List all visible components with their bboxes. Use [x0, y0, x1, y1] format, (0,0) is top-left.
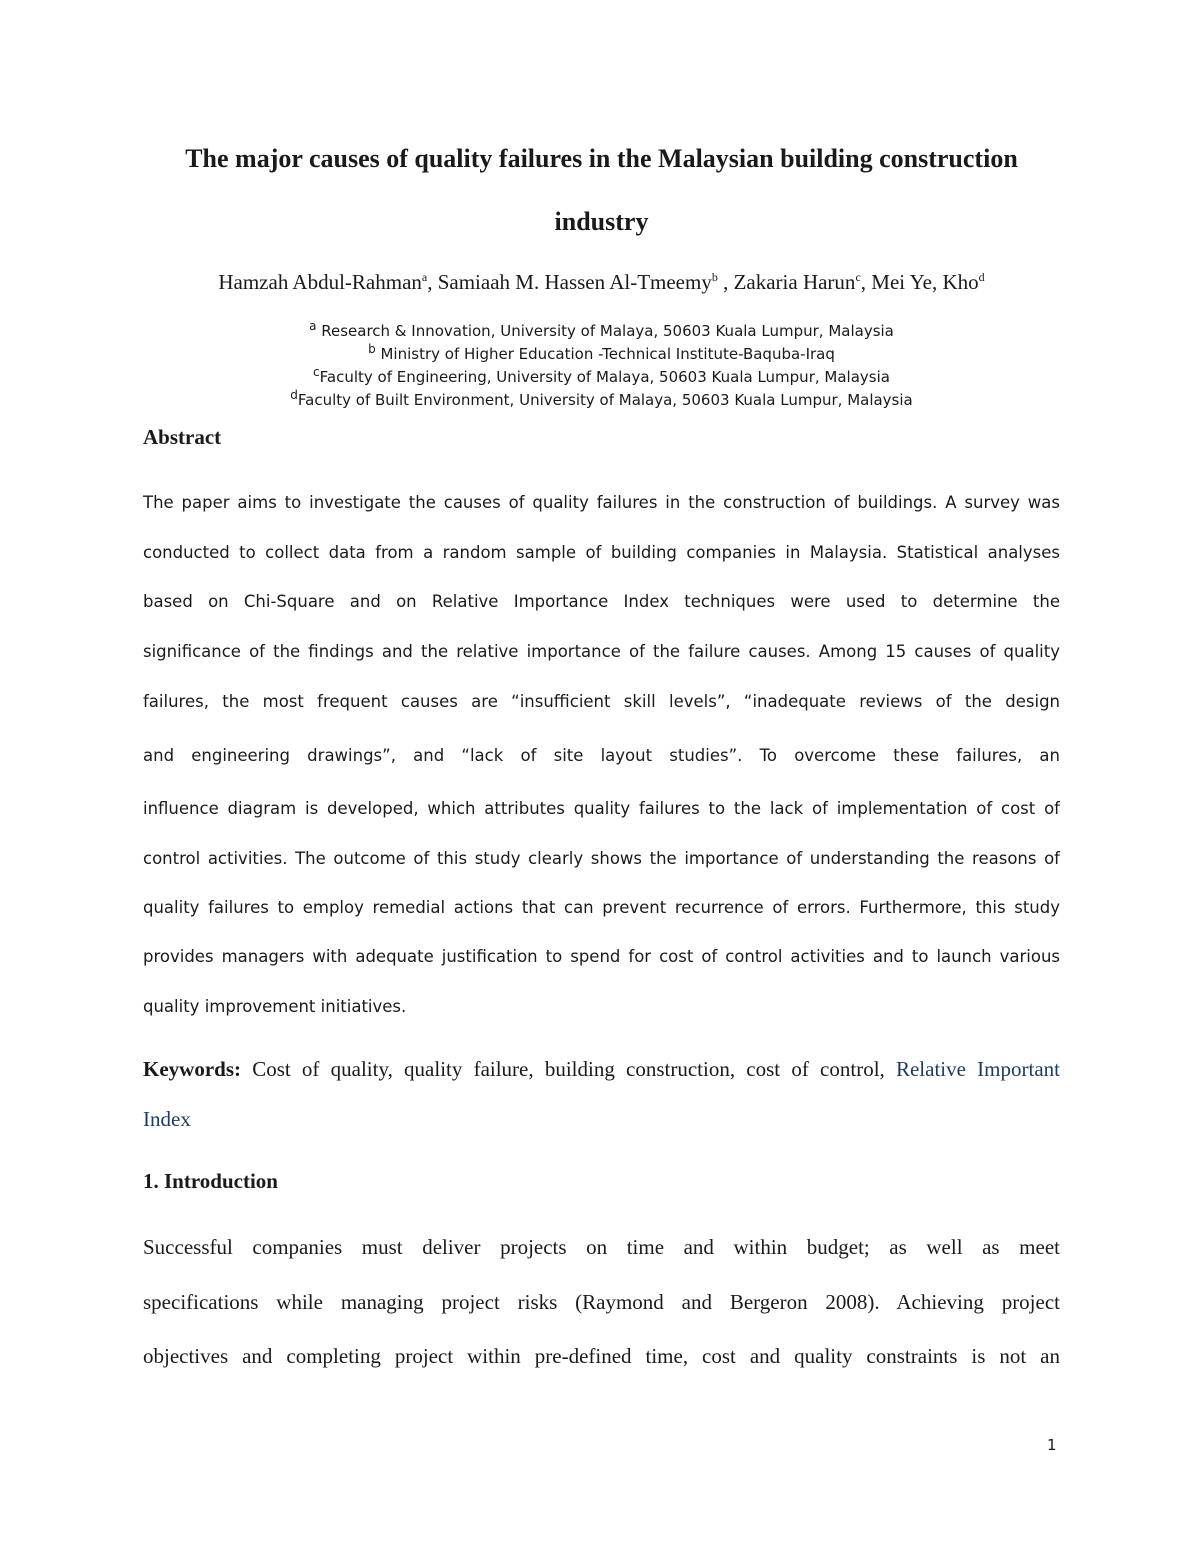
- keyword-link[interactable]: Index: [143, 1107, 191, 1131]
- affiliation: [143, 389, 1060, 412]
- affiliation-marker: b: [368, 342, 376, 356]
- author-separator: ,: [717, 270, 734, 294]
- author-affiliation-marker: d: [978, 270, 985, 284]
- abstract-line: conducted to collect data from a random sample of building companies in Malaysia. Statistical analyses: [143, 543, 1060, 562]
- abstract-line: quality failures to employ remedial actions that can prevent recurrence of errors. Furthermore, this study: [143, 898, 1060, 917]
- abstract-line: influence diagram is developed, which attributes quality failures to the lack of implementation of cost of: [143, 799, 1060, 818]
- affiliation-text: Faculty of Engineering, University of Malaya, 50603 Kuala Lumpur, Malaysia: [319, 368, 890, 386]
- abstract-line: based on Chi-Square and on Relative Importance Index techniques were used to determine the: [143, 592, 1060, 611]
- affiliation: [143, 320, 1060, 343]
- author-affiliation-marker: b: [711, 270, 718, 284]
- abstract-line: quality improvement initiatives.: [143, 997, 407, 1016]
- document-page: [143, 0, 1060, 1553]
- keywords-text: Cost of quality, quality failure, building construction, cost of control,: [241, 1057, 896, 1081]
- author-affiliation-marker: c: [855, 270, 861, 284]
- author-name: Zakaria Harun: [733, 270, 856, 294]
- author-name: Hamzah Abdul-Rahman: [218, 270, 422, 294]
- author-affiliation-marker: a: [421, 270, 428, 284]
- affiliation-marker: d: [290, 388, 298, 402]
- affiliation-text: Research & Innovation, University of Malaya, 50603 Kuala Lumpur, Malaysia: [316, 322, 894, 340]
- introduction-line: specifications while managing project risks (Raymond and Bergeron 2008). Achieving project: [143, 1290, 1060, 1314]
- affiliation-text: Ministry of Higher Education -Technical Institute-Baquba-Iraq: [375, 345, 835, 363]
- affiliation-marker: c: [313, 365, 320, 379]
- author-separator: ,: [860, 270, 872, 294]
- abstract-line: The paper aims to investigate the causes of quality failures in the construction of buildings. A survey was: [143, 493, 1060, 512]
- abstract-line: and engineering drawings”, and “lack of site layout studies”. To overcome these failures, an: [143, 746, 1060, 765]
- author-list: [143, 268, 1060, 296]
- keywords-label: Keywords:: [143, 1057, 241, 1081]
- paper-title-line-2: industry: [554, 207, 649, 236]
- introduction-line: objectives and completing project within pre-defined time, cost and quality constraints is not an: [143, 1344, 1060, 1368]
- keyword-link[interactable]: Relative Important: [895, 1057, 1060, 1081]
- abstract-heading: Abstract: [143, 425, 222, 449]
- affiliation-marker: a: [309, 319, 317, 333]
- paper-title-line-1: The major causes of quality failures in the Malaysian building construction: [185, 144, 1018, 173]
- affiliation-list: [143, 320, 1060, 412]
- keywords-line-2: [143, 1106, 1060, 1132]
- affiliation-text: Faculty of Built Environment, University of Malaya, 50603 Kuala Lumpur, Malaysia: [297, 391, 913, 409]
- introduction-heading: 1. Introduction: [143, 1169, 278, 1193]
- abstract-line: provides managers with adequate justification to spend for cost of control activities and to launch various: [143, 947, 1060, 966]
- affiliation: [143, 343, 1060, 366]
- author-separator: ,: [427, 270, 438, 294]
- keywords-line: [143, 1056, 1060, 1082]
- author-name: Samiaah M. Hassen Al-Tmeemy: [437, 270, 712, 294]
- author-name: Mei Ye, Kho: [871, 270, 979, 294]
- abstract-line: control activities. The outcome of this study clearly shows the importance of understanding the reasons of: [143, 849, 1060, 868]
- introduction-line: Successful companies must deliver projects on time and within budget; as well as meet: [143, 1235, 1060, 1259]
- affiliation: [143, 366, 1060, 389]
- abstract-line: failures, the most frequent causes are “insufficient skill levels”, “inadequate reviews of the design: [143, 692, 1060, 711]
- page-number: 1: [1047, 1436, 1057, 1454]
- abstract-line: significance of the findings and the relative importance of the failure causes. Among 15 causes of quality: [143, 642, 1060, 661]
